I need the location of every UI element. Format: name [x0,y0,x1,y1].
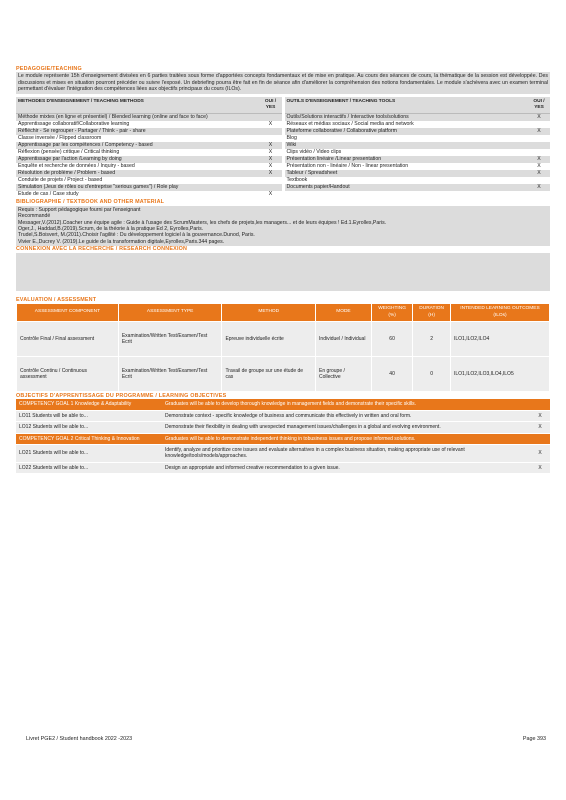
objective-description: Design an appropriate and informed creative recommendation to a given issue. [162,462,530,473]
tools-table [285,97,551,199]
evaluation-duration-cell: 0 [413,356,451,391]
evaluation-component-cell: Contrôle Final / Final assessment [17,321,119,356]
evaluation-mode-cell: En groupe / Collective [316,356,372,391]
method-row-label: Résolution de problème / Problem - based [18,170,116,177]
evaluation-row [17,356,550,391]
methods-table [16,97,282,199]
evaluation-row [17,321,550,356]
method-row-label: Simulation (Jeux de rôles ou d'entreprise "serious games") / Role play [18,184,179,191]
research-title: CONNEXION AVEC LA RECHERCHE / RESEARCH CONNEXION [16,246,188,253]
tool-row-label: Présentation non - linéaire / Non - linear presentation [286,163,409,170]
method-row-check: X [268,156,273,163]
tool-row [285,142,551,149]
objective-check: X [530,444,550,462]
method-row-check [262,128,280,135]
method-row [16,121,282,128]
research-body [16,253,550,291]
bibliography-line: Vivier E.,Ducrey V. (2019).Le guide de la transformation digitale,Eyrolles,Paris.344 pages. [18,238,225,245]
learning-objective-row [16,444,550,462]
method-row-label: Apprentissage par les compétences / Competency - based [18,142,153,149]
tool-row [285,121,551,128]
learning-objective-row [16,462,550,473]
tool-row-check [530,135,548,142]
method-row-label: Apprentissage par l'action /Learning by doing [18,156,122,163]
tool-row [285,128,551,135]
learning-objective-row [16,422,550,433]
method-row-check: X [268,149,273,156]
tool-row [285,114,551,121]
objective-code: LO21 Students will be able to... [16,444,162,462]
tool-row-check: X [537,114,541,121]
method-row-check: X [268,163,273,170]
tool-row-check: X [537,184,541,191]
objective-check: X [530,422,550,433]
objective-check: X [530,410,550,421]
method-row [16,114,282,121]
objectives-section [16,393,550,474]
objective-description: Identify, analyze and prioritize core issues and evaluate alternatives in a complex business situation, making appropriate use of relevant knowledge/tools/models/approaches. [162,444,530,462]
method-row [16,163,282,170]
methods-tools-tables [16,97,550,199]
objective-code: LO11 Students will be able to... [16,410,162,421]
tool-row-label: Documents papier/Handout [286,184,350,191]
method-row [16,128,282,135]
tool-row [285,149,551,156]
evaluation-ilos-cell: ILO1,ILO2,ILO4 [450,321,549,356]
tool-row-label: Réseaux et médias sociaux / Social media and network [286,121,414,128]
evaluation-method-cell: Travail de groupe sur une étude de cas [222,356,316,391]
competency-goal-row [16,433,550,444]
tool-row-label: Outils/Solutions interactifs / Interactive tools/solutions [286,114,409,121]
method-row-label: Conduite de projets / Project - based [18,177,103,184]
bibliography-line: Trudel,S.Boisvert, M.(2011).Choisir l'agilité : Du développement logiciel à la gouvernance.Dunod, Paris. [18,232,255,239]
footer-page-number: Page 393 [522,736,546,742]
method-row [16,149,282,156]
evaluation-header-cell: DURATION (H) [413,304,451,322]
tool-row-label: Textbook [286,177,308,184]
tool-row-label: Clips vidéo / Video clips [286,149,342,156]
handbook-page [16,66,550,474]
evaluation-mode-cell: Individuel / Individual [316,321,372,356]
method-row [16,177,282,184]
objective-code: LO22 Students will be able to... [16,462,162,473]
methods-header: METHODES D'ENSEIGNEMENT / TEACHING METHODS OUI / YES [16,97,282,115]
bibliography-title: BIBLIOGRAPHIE / TEXTBOOK AND OTHER MATERIAL [16,199,165,206]
objectives-title: OBJECTIFS D'APPRENTISSAGE DU PROGRAMME / LEARNING OBJECTIVES [16,392,227,399]
evaluation-type-cell: Examination/Written Test/Examen/Test Ecrit [118,356,222,391]
tool-row-check: X [537,170,541,177]
evaluation-header-cell: INTENDED LEARNING OUTCOMES (ILOs) [450,304,549,322]
method-row-check [262,184,280,191]
bibliography-line: Messager,V.(2012).Coacher une équipe agile : Guide à l'usage des ScrumMasters, les chefs de projets,les managers... et de leurs équipes ! Ed.1.Eyrolles,Paris. [18,219,387,226]
tools-header: OUTILS D'ENSEIGNEMENT / TEACHING TOOLS OUI / YES [285,97,551,115]
method-row-label: Etude de cas / Case study [18,191,79,198]
method-row-label: Réfléchir - Se regrouper - Partager / Think - pair - share [18,128,146,135]
method-row-check: X [268,121,273,128]
tool-row-label: Tableur / Spreadsheet [286,170,338,177]
tool-row [285,170,551,177]
objective-check [530,399,550,410]
tool-row [285,177,551,184]
objective-code: LO12 Students will be able to... [16,422,162,433]
method-row-label: Réflexion (pensée) critique / Critical thinking [18,149,120,156]
tool-row-check [530,142,548,149]
competency-goal-row [16,399,550,410]
evaluation-header-cell: WEIGHTING (%) [371,304,412,322]
evaluation-component-cell: Contrôle Continu / Continuous assessment [17,356,119,391]
objective-check: X [530,462,550,473]
page-footer [26,736,546,742]
method-row-check: X [268,191,273,198]
bibliography-section [16,199,550,246]
bibliography-body [16,206,550,246]
method-row [16,135,282,142]
pedagogie-text: Le module représente 15h d'enseignement divisées en 6 parties traitées sous forme d'apportées concepts fondamentaux et de mise en pratique. Au cours des séances de cours, la thématique de la session est développée. Des discussions et mises en situation pourront précéder ou suivre l'exposé. Un debriefing pourra être fait en fin de séance afin d'améliorer la compréhension des notions fondamentales. Le module s'achèvera avec un examen terminal permettant d'évaluer l'intégration des compétences liées aux objectifs principaux du cours (ILOs). [18,73,548,93]
objective-description: Demonstrate their flexibility in dealing with unexpected management issues/challenges in a global and evolving environment. [162,422,530,433]
tool-row-check: X [537,156,541,163]
tool-row [285,156,551,163]
evaluation-header-cell: ASSESSMENT TYPE [118,304,222,322]
pedagogie-section [16,66,550,94]
evaluation-header-cell: ASSESSMENT COMPONENT [17,304,119,322]
method-row [16,142,282,149]
objective-description: Graduates will be able to demonstrate independent thinking in tobusiness issues and propose informed solutions. [162,433,530,444]
learning-objective-row [16,410,550,421]
tool-row [285,163,551,170]
tool-row-label: Blog [286,135,297,142]
method-row-check [262,135,280,142]
tool-row [285,184,551,191]
method-row-label: Classe inversée / Flipped classroom [18,135,102,142]
evaluation-method-cell: Epreuve individuelle écrite [222,321,316,356]
evaluation-title: EVALUATION / ASSESSMENT [16,296,97,303]
method-row-check [262,114,280,121]
objectives-table [16,399,550,474]
method-row-label: Enquête et recherche de données / Inquiry - based [18,163,135,170]
evaluation-header-cell: METHOD [222,304,316,322]
objective-check [530,433,550,444]
evaluation-header-cell: MODE [316,304,372,322]
bibliography-line: Oger,J., Haddad,B.(2019).Scrum, de la théorie à la pratique Ed 2, Eyrolles,Paris. [18,226,204,233]
tool-row-label: Présentation linéaire /Linear presentation [286,156,382,163]
method-row [16,184,282,191]
evaluation-duration-cell: 2 [413,321,451,356]
tool-row-check [530,149,548,156]
tool-row-label: Plateforme collaborative / Collaborative platform [286,128,397,135]
tool-row-label: Wiki [286,142,297,149]
research-section [16,246,550,290]
tool-row-check [530,121,548,128]
tool-row-check: X [537,163,541,170]
method-row-label: Méthode mixtes (en ligne et présentiel) / Blended learning (online and face to face) [18,114,208,121]
pedagogie-title: PEDAGOGIE/TEACHING [16,66,82,72]
evaluation-weight-cell: 40 [371,356,412,391]
tool-row-check: X [537,128,541,135]
evaluation-type-cell: Examination/Written Test/Examen/Test Ecrit [118,321,222,356]
objective-code: COMPETENCY GOAL 2 Critical Thinking & Innovation [16,433,162,444]
evaluation-section [16,297,550,392]
tool-row [285,135,551,142]
objective-description: Graduates will be able to develop thorough knowledge in management fields and demonstrate their specific skills. [162,399,530,410]
method-row-check: X [268,170,273,177]
evaluation-ilos-cell: ILO1,ILO2,ILO3,ILO4,ILO5 [450,356,549,391]
evaluation-table [16,303,550,392]
method-row-label: Apprentissage collaboratif/Collaborative learning [18,121,130,128]
method-row-check: X [268,142,273,149]
method-row [16,170,282,177]
tool-row-check [530,177,548,184]
evaluation-weight-cell: 60 [371,321,412,356]
method-row [16,156,282,163]
method-row-check [262,177,280,184]
bibliography-line: Recommandé [18,213,51,220]
bibliography-line: Requis : Support pédagogique fourni par l'enseignant [18,206,141,213]
footer-handbook: Livret PGE2 / Student handbook 2022 -2023 [26,736,133,742]
objective-description: Demonstrate context - specific knowledge of business and communicate this effectively in written and oral form. [162,410,530,421]
method-row [16,191,282,198]
objective-code: COMPETENCY GOAL 1 Knowledge & Adaptability [16,399,162,410]
